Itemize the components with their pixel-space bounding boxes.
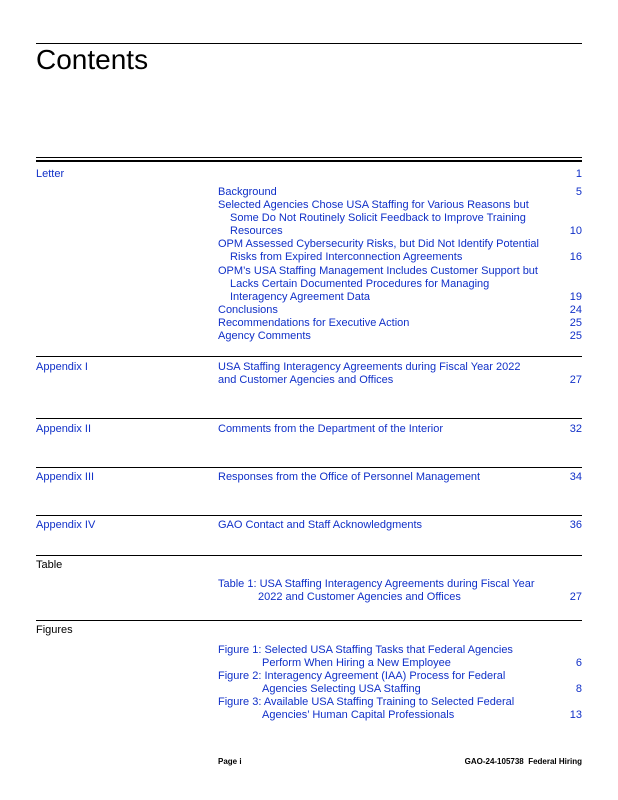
toc-letter-link[interactable]: Letter [36,168,65,180]
toc-appendix-i-title-cont[interactable]: and Customer Agencies and Offices [218,374,394,386]
toc-entry-selected-agencies-cont[interactable]: Resources [230,225,283,237]
toc-figure-3[interactable]: Figure 3: Available USA Staffing Training to Selected Federal [218,696,515,708]
toc-figures-heading: Figures [36,624,73,636]
toc-entry-opm-cybersecurity[interactable]: OPM Assessed Cybersecurity Risks, but Did Not Identify Potential [218,238,539,250]
toc-entry-opm-management-cont[interactable]: Lacks Certain Documented Procedures for Managing [230,278,490,290]
toc-figure-1[interactable]: Figure 1: Selected USA Staffing Tasks that Federal Agencies [218,644,513,656]
toc-entry-selected-agencies[interactable]: Selected Agencies Chose USA Staffing for Various Reasons but [218,199,529,211]
divider-appendix-i [36,356,582,357]
toc-appendix-iv-title[interactable]: GAO Contact and Staff Acknowledgments [218,519,423,531]
toc-appendix-ii-title[interactable]: Comments from the Department of the Interior [218,423,443,435]
toc-letter-page[interactable]: 1 [575,168,582,180]
toc-table-1[interactable]: Table 1: USA Staffing Interagency Agreements during Fiscal Year [218,578,535,590]
toc-page-background[interactable]: 5 [575,186,582,198]
toc-appendix-iii-page[interactable]: 34 [569,471,582,483]
toc-appendix-ii-label[interactable]: Appendix II [36,423,92,435]
toc-figure-1-page[interactable]: 6 [575,657,582,669]
toc-figure-2-page[interactable]: 8 [575,683,582,695]
toc-entry-selected-agencies-cont[interactable]: Some Do Not Routinely Solicit Feedback to Improve Training [230,212,526,224]
toc-appendix-iv-label[interactable]: Appendix IV [36,519,96,531]
footer-report-id: GAO-24-105738 Federal Hiring [464,757,582,766]
toc-figure-2-cont[interactable]: Agencies Selecting USA Staffing [262,683,421,695]
toc-page-recommendations[interactable]: 25 [569,317,582,329]
toc-page-selected-agencies[interactable]: 10 [569,225,582,237]
toc-appendix-iv-page[interactable]: 36 [569,519,582,531]
toc-appendix-i-title[interactable]: USA Staffing Interagency Agreements during Fiscal Year 2022 [218,361,521,373]
toc-appendix-ii-page[interactable]: 32 [569,423,582,435]
toc-entry-background[interactable]: Background [218,186,277,198]
toc-figure-2[interactable]: Figure 2: Interagency Agreement (IAA) Process for Federal [218,670,506,682]
toc-appendix-i-page[interactable]: 27 [569,374,582,386]
toc-appendix-iii-title[interactable]: Responses from the Office of Personnel Management [218,471,481,483]
contents-divider-bottom [36,160,582,162]
toc-entry-agency-comments[interactable]: Agency Comments [218,330,311,342]
page-title: Contents [36,44,149,75]
toc-entry-opm-management-cont[interactable]: Interagency Agreement Data [230,291,371,303]
toc-table-1-cont[interactable]: 2022 and Customer Agencies and Offices [258,591,461,603]
toc-entry-opm-cybersecurity-cont[interactable]: Risks from Expired Interconnection Agreements [230,251,463,263]
toc-table-1-page[interactable]: 27 [569,591,582,603]
divider-table [36,555,582,556]
toc-appendix-i-label[interactable]: Appendix I [36,361,88,373]
toc-figure-3-page[interactable]: 13 [569,709,582,721]
toc-appendix-iii-label[interactable]: Appendix III [36,471,95,483]
toc-page-opm-management[interactable]: 19 [569,291,582,303]
divider-figures [36,620,582,621]
toc-figure-3-cont[interactable]: Agencies’ Human Capital Professionals [262,709,455,721]
toc-entry-opm-management[interactable]: OPM’s USA Staffing Management Includes Customer Support but [218,265,538,277]
toc-table-heading: Table [36,559,63,571]
toc-page-conclusions[interactable]: 24 [569,304,582,316]
toc-page-opm-cybersecurity[interactable]: 16 [569,251,582,263]
divider-appendix-iv [36,515,582,516]
toc-figure-1-cont[interactable]: Perform When Hiring a New Employee [262,657,451,669]
toc-page-agency-comments[interactable]: 25 [569,330,582,342]
toc-entry-conclusions[interactable]: Conclusions [218,304,278,316]
divider-appendix-ii [36,418,582,419]
toc-entry-recommendations[interactable]: Recommendations for Executive Action [218,317,410,329]
contents-divider-top [36,157,582,158]
footer-page-label: Page i [218,757,242,766]
divider-appendix-iii [36,467,582,468]
